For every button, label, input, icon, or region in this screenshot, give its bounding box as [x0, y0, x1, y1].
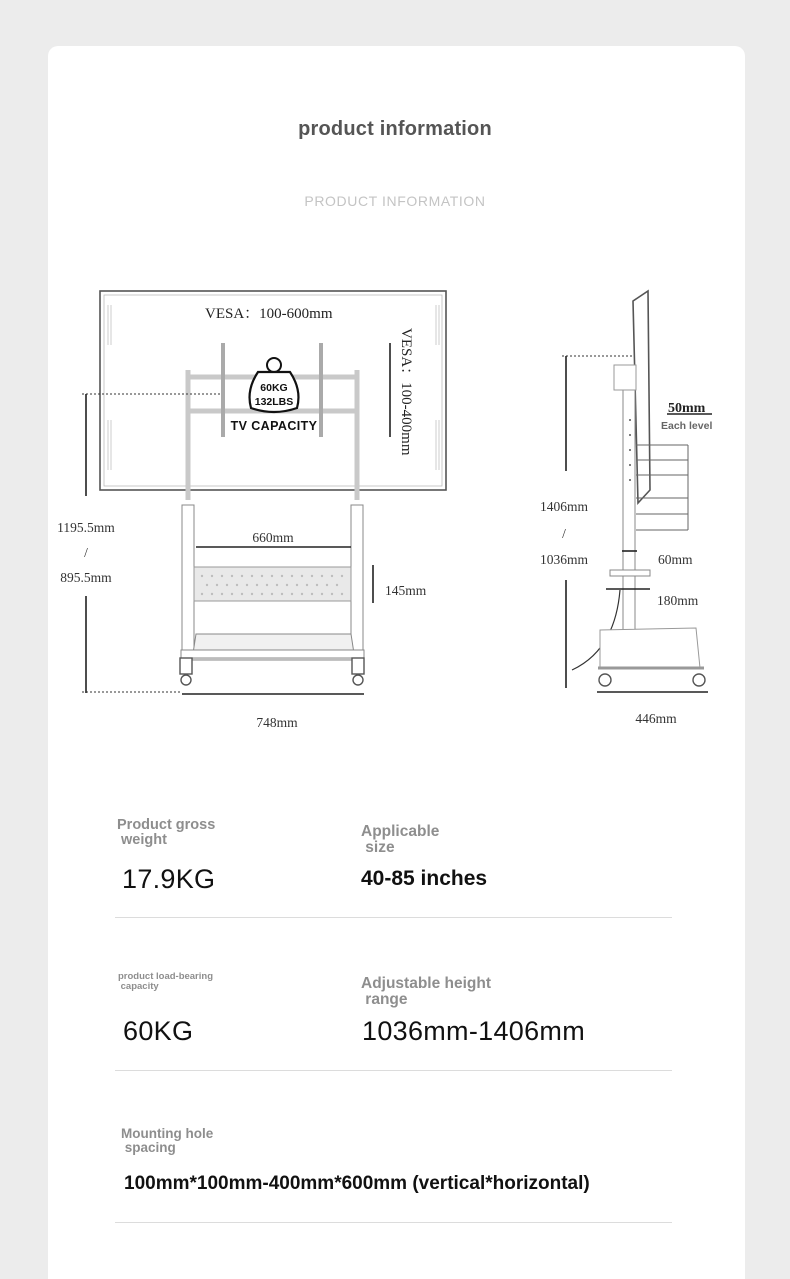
size-label: Applicable size — [361, 823, 440, 856]
spec-divider-3 — [115, 1222, 672, 1223]
shelf-width-label: 660mm — [252, 530, 294, 545]
base-depth-label: 446mm — [635, 711, 677, 726]
height-range-label: Adjustable height range — [361, 975, 492, 1008]
base-bar — [181, 650, 364, 658]
load-lbs-text: 132LBS — [254, 396, 294, 408]
height-range-value: 1036mm-1406mm — [362, 1016, 585, 1046]
page-title: product information — [298, 118, 492, 140]
front-height-max: 1195.5mm — [57, 520, 115, 535]
tray-spacing-label: 50mm — [668, 401, 706, 416]
front-height-min: 895.5mm — [60, 570, 112, 585]
load-capacity-value: 60KG — [123, 1016, 194, 1046]
front-wheels — [180, 658, 364, 685]
side-bracket — [614, 365, 636, 390]
load-kg-text: 60KG — [260, 382, 288, 394]
side-height-min: 1036mm — [539, 552, 589, 567]
side-column — [623, 370, 635, 660]
side-view — [540, 291, 712, 726]
front-view — [57, 291, 446, 730]
size-value: 40-85 inches — [361, 867, 488, 890]
mounting-hole-value: 100mm*100mm-400mm*600mm (vertical*horizontal) — [124, 1173, 590, 1194]
gross-weight-label: Product gross weight — [117, 817, 216, 848]
side-wheels — [599, 674, 705, 686]
mounting-hole-label: Mounting hole spacing — [121, 1126, 214, 1155]
front-height-sep: / — [84, 545, 88, 560]
vesa-vertical-label: VESA：100-400mm — [398, 328, 414, 456]
shelf-height-label: 145mm — [385, 583, 427, 598]
spec-divider-1 — [115, 917, 672, 918]
side-small-shelf — [610, 570, 650, 576]
shelf-depth-label: 60mm — [658, 552, 693, 567]
page-subtitle: PRODUCT INFORMATION — [304, 193, 486, 209]
shelf-depth2-label: 180mm — [657, 593, 699, 608]
spec-divider-2 — [115, 1070, 672, 1071]
tv-capacity-label: TV CAPACITY — [230, 419, 318, 433]
gross-weight-value: 17.9KG — [122, 864, 216, 894]
vesa-horizontal-label: VESA：100-600mm — [205, 306, 333, 322]
tray-spacing-note: Each level — [661, 420, 713, 432]
tv-side-profile — [633, 291, 650, 503]
side-basket — [600, 628, 700, 668]
load-capacity-label: product load-bearing capacity — [118, 971, 213, 992]
side-height-sep: / — [562, 526, 566, 541]
base-width-label: 748mm — [256, 715, 298, 730]
side-height-max: 1406mm — [539, 499, 589, 514]
